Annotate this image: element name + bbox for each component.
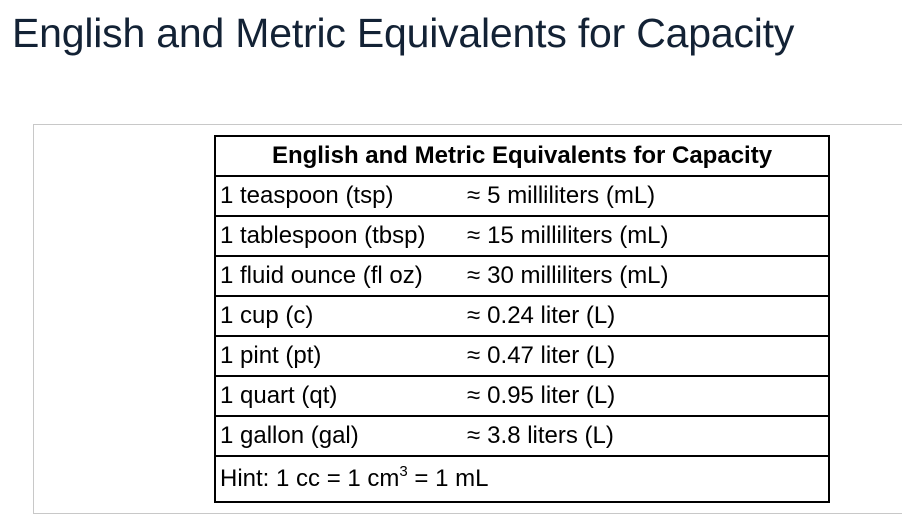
- metric-value: 30 milliliters (mL): [487, 262, 669, 289]
- english-unit-cell: 1 fluid ounce (fl oz): [215, 256, 467, 296]
- table-row: [215, 416, 829, 456]
- approx-symbol: ≈: [467, 382, 481, 409]
- metric-equivalent-cell: [467, 336, 829, 376]
- english-unit-cell: 1 cup (c): [215, 296, 467, 336]
- approx-symbol: ≈: [467, 222, 481, 249]
- approx-symbol: ≈: [467, 182, 481, 209]
- metric-equivalent-cell: [467, 376, 829, 416]
- hint-row: [215, 456, 829, 502]
- hint-cell: [215, 456, 829, 502]
- page-title: English and Metric Equivalents for Capacity: [12, 10, 795, 56]
- metric-equivalent-cell: [467, 216, 829, 256]
- metric-value: 0.47 liter (L): [487, 342, 616, 369]
- approx-symbol: ≈: [467, 262, 481, 289]
- table-row: [215, 256, 829, 296]
- metric-equivalent-cell: [467, 296, 829, 336]
- metric-value: 0.24 liter (L): [487, 302, 616, 329]
- table-row: [215, 336, 829, 376]
- english-unit-cell: 1 pint (pt): [215, 336, 467, 376]
- metric-value: 15 milliliters (mL): [487, 222, 669, 249]
- english-unit-cell: 1 teaspoon (tsp): [215, 176, 467, 216]
- metric-equivalent-cell: [467, 256, 829, 296]
- english-unit-cell: 1 gallon (gal): [215, 416, 467, 456]
- approx-symbol: ≈: [467, 342, 481, 369]
- metric-equivalent-cell: [467, 416, 829, 456]
- metric-value: 3.8 liters (L): [487, 422, 614, 449]
- approx-symbol: ≈: [467, 422, 481, 449]
- english-unit-cell: 1 tablespoon (tbsp): [215, 216, 467, 256]
- table-row: [215, 296, 829, 336]
- table-row: [215, 216, 829, 256]
- metric-value: 5 milliliters (mL): [487, 182, 656, 209]
- table-header: English and Metric Equivalents for Capacity: [215, 136, 829, 176]
- table-row: [215, 176, 829, 216]
- hint-prefix: Hint: 1 cc = 1 cm: [220, 465, 400, 492]
- approx-symbol: ≈: [467, 302, 481, 329]
- capacity-equivalents-table: [214, 135, 830, 503]
- hint-superscript: 3: [399, 463, 408, 480]
- english-unit-cell: 1 quart (qt): [215, 376, 467, 416]
- table-header-row: [215, 136, 829, 176]
- table-row: [215, 376, 829, 416]
- metric-equivalent-cell: [467, 176, 829, 216]
- metric-value: 0.95 liter (L): [487, 382, 616, 409]
- hint-suffix: = 1 mL: [407, 465, 489, 492]
